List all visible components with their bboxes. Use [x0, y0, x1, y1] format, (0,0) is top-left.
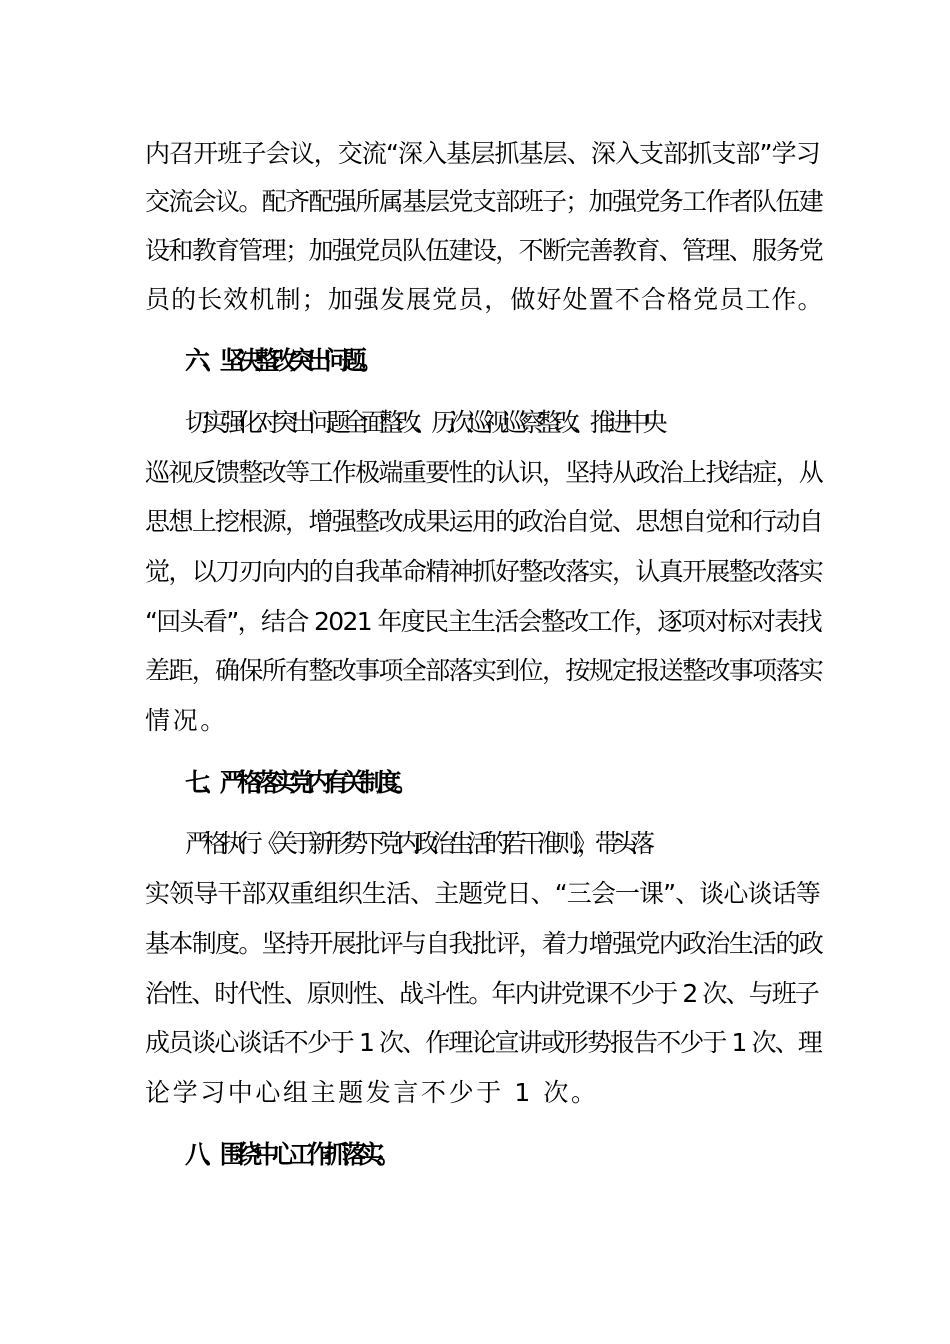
paragraph-line: 思想上挖根源，增强整改成果运用的政治自觉、思想自觉和行动自 — [145, 507, 823, 536]
paragraph-line: 严格执行《关于新形势下党内政治生活的若干准则》，带头落 — [185, 829, 648, 858]
paragraph-line: 实领导干部双重组织生活、主题党日、“三会一课”、谈心谈话等 — [145, 879, 820, 908]
paragraph-line: 论学习中心组主题发言不少于 1 次。 — [145, 1078, 599, 1107]
paragraph-line: 治性、时代性、原则性、战斗性。年内讲党课不少于 2 次、与班子 — [145, 979, 818, 1008]
paragraph-line: “回头看”，结合 2021 年度民主生活会整改工作，逐项对标对表找 — [145, 607, 821, 636]
paragraph-line: 员的长效机制；加强发展党员，做好处置不合格党员工作。 — [145, 285, 824, 314]
paragraph-line: 设和教育管理；加强党员队伍建设，不断完善教育、管理、服务党 — [145, 236, 823, 265]
paragraph-line: 情况。 — [145, 706, 228, 735]
section-heading-7: 七、严格落实党内有关制度。 — [185, 768, 412, 797]
paragraph-line: 交流会议。配齐配强所属基层党支部班子；加强党务工作者队伍建 — [145, 187, 823, 216]
paragraph-line: 内召开班子会议，交流“深入基层抓基层、深入支部抓支部”学习 — [145, 139, 820, 168]
section-heading-6: 六、坚决整改突出问题。 — [185, 346, 377, 375]
paragraph-line: 基本制度。坚持开展批评与自我批评，着力增强党内政治生活的政 — [145, 929, 823, 958]
section-heading-8: 八、围绕中心工作抓落实。 — [185, 1140, 394, 1169]
paragraph-line: 切实强化对突出问题全面整改、历次巡视巡察整改、推进中央 — [185, 408, 661, 437]
paragraph-line: 差距，确保所有整改事项全部落实到位，按规定报送整改事项落实 — [145, 656, 823, 685]
paragraph-line: 觉，以刀刃向内的自我革命精神抓好整改落实，认真开展整改落实 — [145, 557, 823, 586]
paragraph-line: 巡视反馈整改等工作极端重要性的认识，坚持从政治上找结症，从 — [145, 458, 823, 487]
paragraph-line: 成员谈心谈话不少于 1 次、作理论宣讲或形势报告不少于 1 次、理 — [145, 1028, 821, 1057]
